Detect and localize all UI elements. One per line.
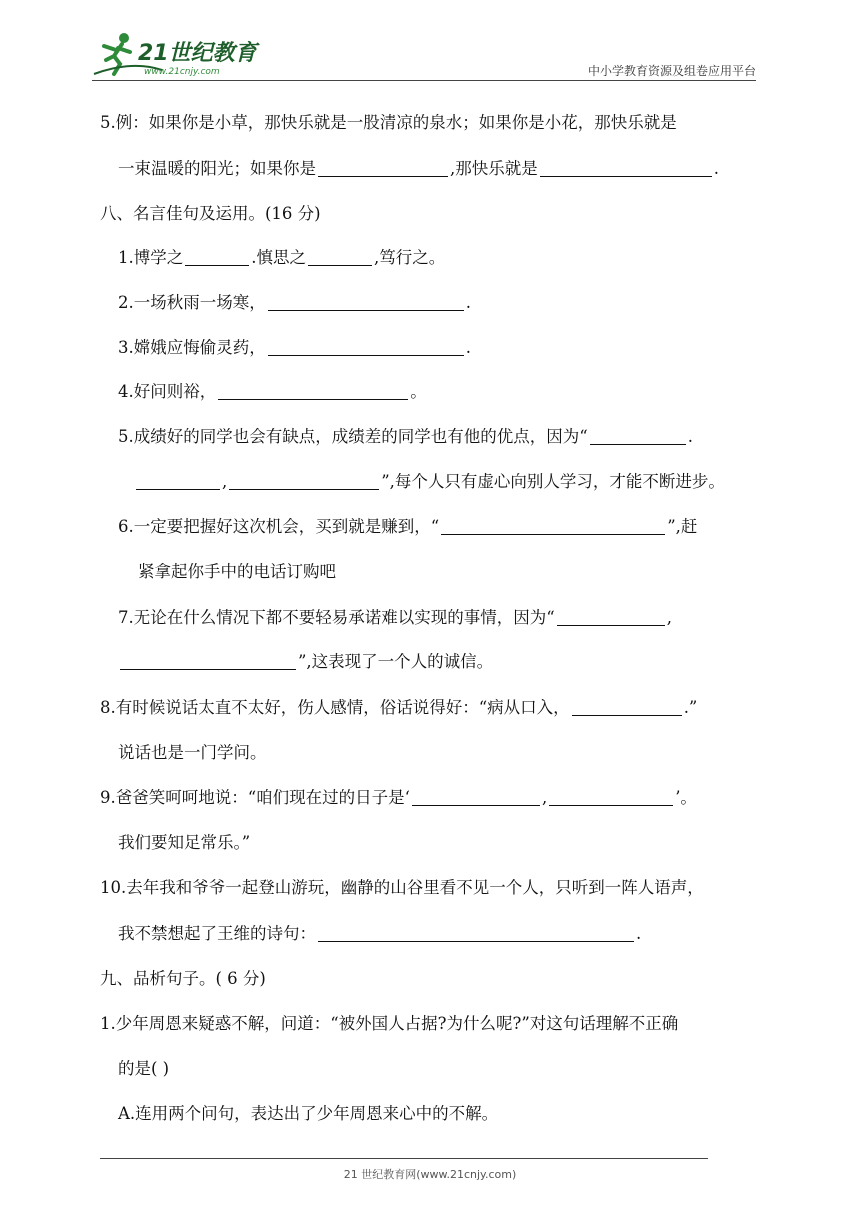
answer-blank[interactable] <box>218 383 408 400</box>
svg-text:www.21cnjy.com: www.21cnjy.com <box>144 67 220 77</box>
runner-logo-icon <box>92 30 262 80</box>
section-9-title: 九、品析句子。( 6 分) <box>100 969 266 988</box>
answer-blank[interactable] <box>229 473 379 490</box>
q8-9-line1: 9.爸爸笑呵呵地说：“咱们现在过的日子是‘ , ’。 <box>100 788 697 807</box>
q9-1-line1: 1.少年周恩来疑惑不解，问道：“被外国人占据?为什么呢?”对这句话理解不正确 <box>100 1014 679 1033</box>
site-logo <box>92 30 262 80</box>
q8-2: 2.一场秋雨一场寒， . <box>118 293 471 312</box>
q8-7-line2: ”,这表现了一个人的诚信。 <box>118 651 493 673</box>
q8-9-line2: 我们要知足常乐。” <box>118 833 251 852</box>
answer-blank[interactable] <box>412 789 540 806</box>
q8-8-line1: 8.有时候说话太直不太好，伤人感情，俗话说得好：“病从口入， .” <box>100 698 698 717</box>
answer-blank[interactable] <box>120 653 296 670</box>
q8-10-line2: 我不禁想起了王维的诗句： . <box>118 924 642 943</box>
q8-6-line1: 6.一定要把握好这次机会，买到就是赚到，“ ”,赶 <box>118 517 698 536</box>
answer-blank[interactable] <box>136 473 220 490</box>
q8-5-line2: , ”,每个人只有虚心向别人学习，才能不断进步。 <box>134 471 725 493</box>
answer-blank[interactable] <box>590 428 686 445</box>
answer-blank[interactable] <box>557 609 665 626</box>
page-footer: 21 世纪教育网(www.21cnjy.com) <box>343 1168 517 1181</box>
q9-1-line2: 的是( ) <box>118 1059 170 1078</box>
q8-1: 1.博学之 .慎思之 ,笃行之。 <box>118 248 446 267</box>
q8-6-line2: 紧拿起你手中的电话订购吧 <box>138 562 336 581</box>
q8-5-line1: 5.成绩好的同学也会有缺点，成绩差的同学也有他的优点，因为“ . <box>118 427 693 446</box>
header-divider <box>92 80 756 81</box>
section-8-title: 八、名言佳句及运用。(16 分) <box>100 204 321 223</box>
svg-text:21世纪教育: 21世纪教育 <box>138 41 257 66</box>
answer-blank[interactable] <box>572 699 682 716</box>
q9-1-option-a: A.连用两个问句，表达出了少年周恩来心中的不解。 <box>118 1104 499 1123</box>
q8-3: 3.嫦娥应悔偷灵药， . <box>118 338 471 357</box>
q5-example-line1: 5.例：如果你是小草，那快乐就是一股清凉的泉水；如果你是小花，那快乐就是 <box>100 113 677 132</box>
q8-10-line1: 10.去年我和爷爷一起登山游玩，幽静的山谷里看不见一个人，只听到一阵人语声， <box>100 878 704 897</box>
answer-blank[interactable] <box>308 249 372 266</box>
answer-blank[interactable] <box>441 518 665 535</box>
platform-name: 中小学教育资源及组卷应用平台 <box>587 64 756 78</box>
q5-example-line2: 一束温暖的阳光；如果你是 ,那快乐就是 . <box>118 159 719 178</box>
answer-blank[interactable] <box>268 339 464 356</box>
footer-divider <box>100 1158 708 1159</box>
q8-7-line1: 7.无论在什么情况下都不要轻易承诺难以实现的事情，因为“ , <box>118 608 672 627</box>
page-header <box>0 0 860 90</box>
answer-blank[interactable] <box>540 160 712 177</box>
q8-4: 4.好问则裕， 。 <box>118 382 427 401</box>
answer-blank[interactable] <box>318 925 634 942</box>
q8-8-line2: 说话也是一门学问。 <box>118 743 267 762</box>
answer-blank[interactable] <box>185 249 249 266</box>
answer-blank[interactable] <box>549 789 673 806</box>
answer-blank[interactable] <box>268 294 464 311</box>
answer-blank[interactable] <box>318 160 448 177</box>
